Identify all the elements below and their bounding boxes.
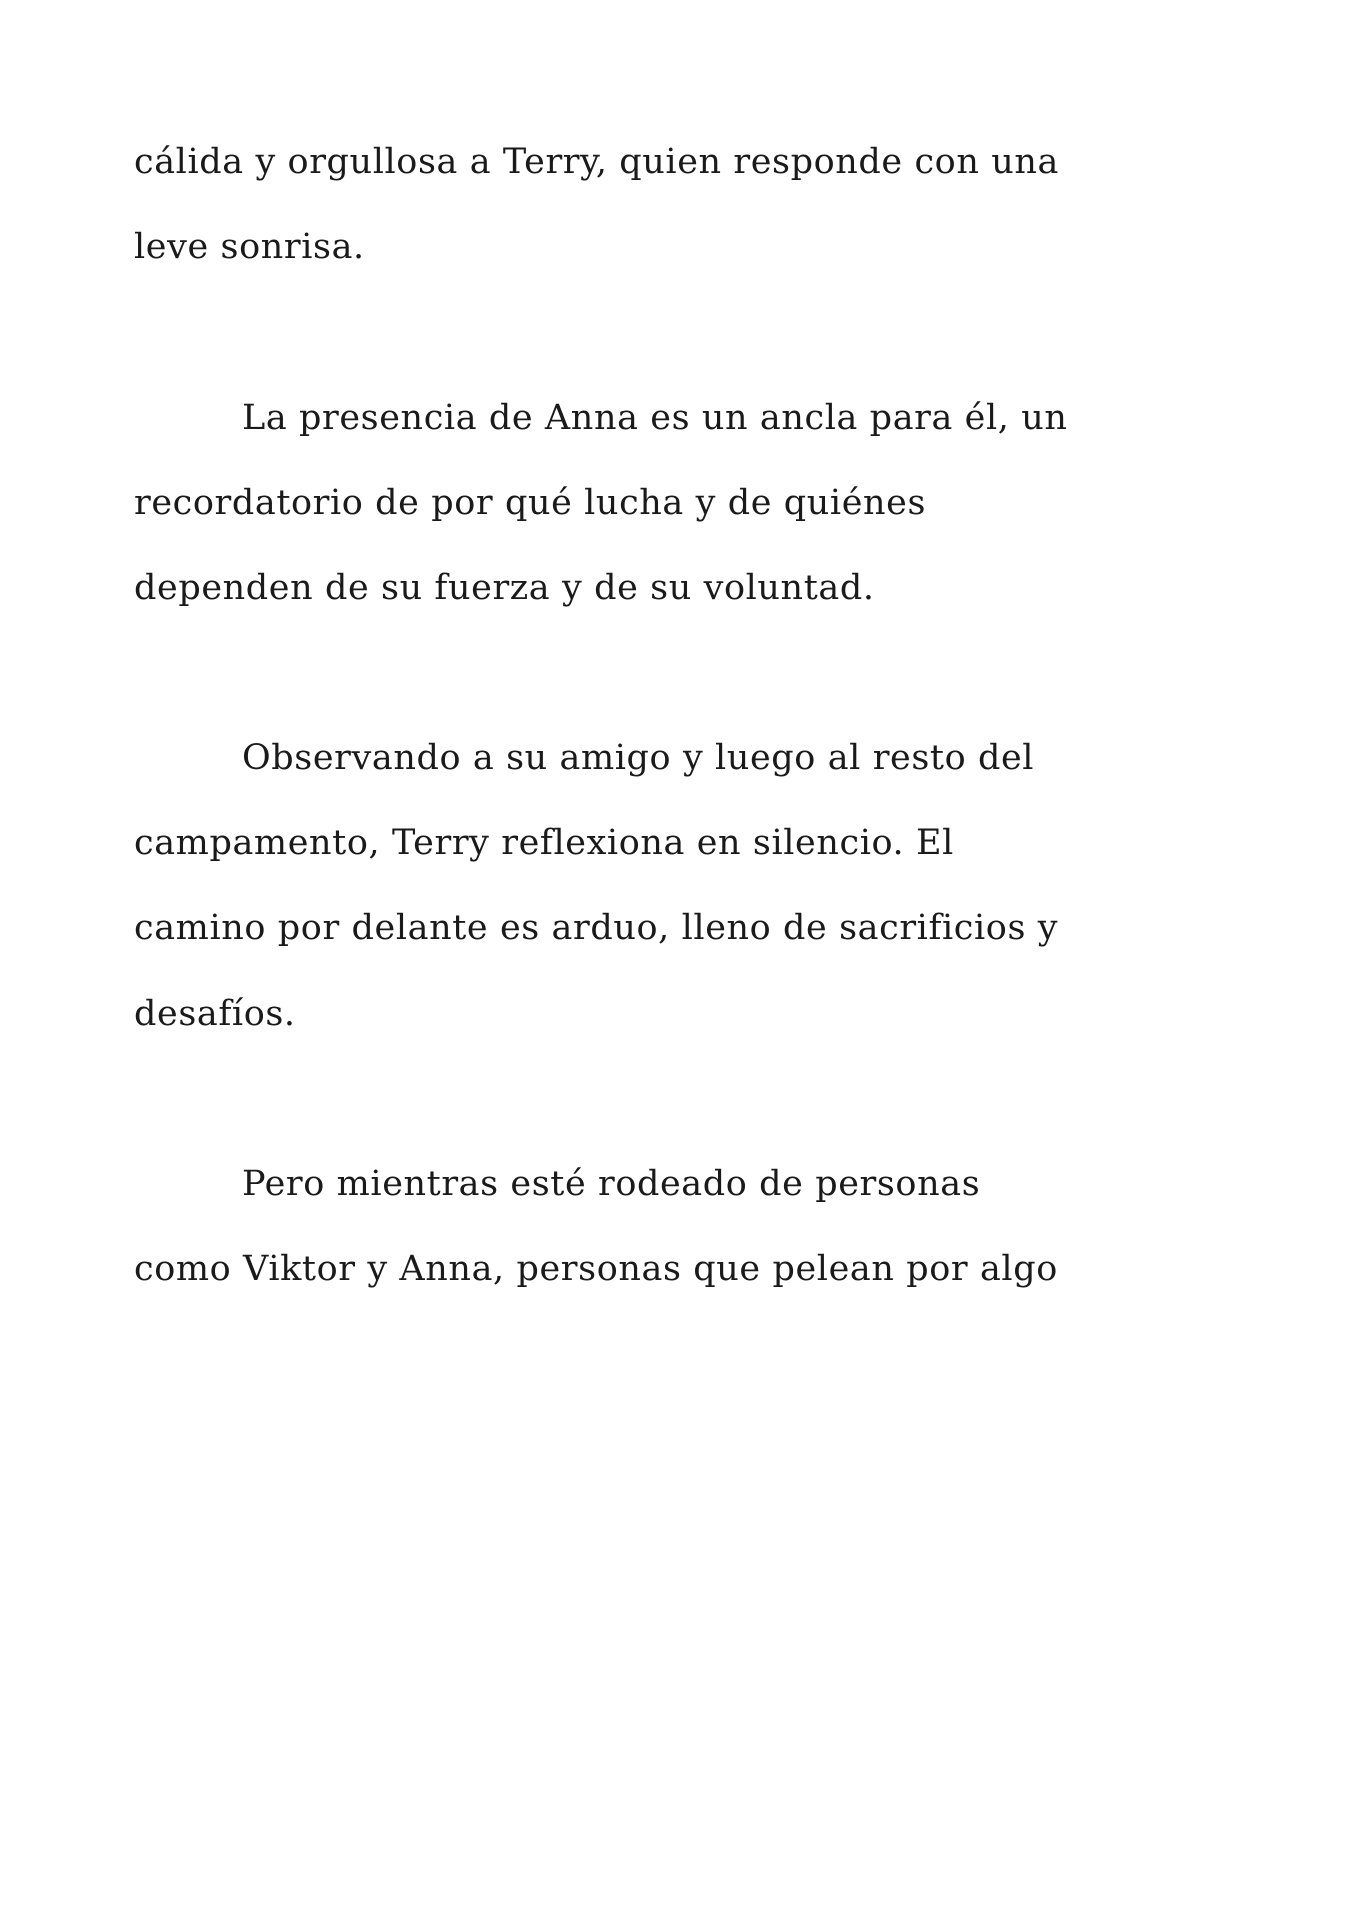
paragraph-4-line-2: como Viktor y Anna, personas que pelean por algo	[134, 1249, 1058, 1289]
paragraph-4-line-1: Pero mientras esté rodeado de personas	[242, 1164, 981, 1204]
paragraph-3-line-3: camino por delante es arduo, lleno de sacrificios y	[134, 908, 1059, 948]
paragraph-3-line-2: campamento, Terry reflexiona en silencio. El	[134, 823, 954, 863]
paragraph-2-line-2: recordatorio de por qué lucha y de quiénes	[134, 483, 927, 523]
paragraph-1-line-2: leve sonrisa.	[134, 227, 365, 267]
paragraph-2-line-1: La presencia de Anna es un ancla para él, un	[242, 398, 1068, 438]
paragraph-1-line-1: cálida y orgullosa a Terry, quien responde con una	[134, 142, 1059, 182]
paragraph-2-line-3: dependen de su fuerza y de su voluntad.	[134, 568, 875, 608]
paragraph-3-line-4: desafíos.	[134, 994, 296, 1034]
paragraph-3-line-1: Observando a su amigo y luego al resto del	[242, 738, 1035, 778]
